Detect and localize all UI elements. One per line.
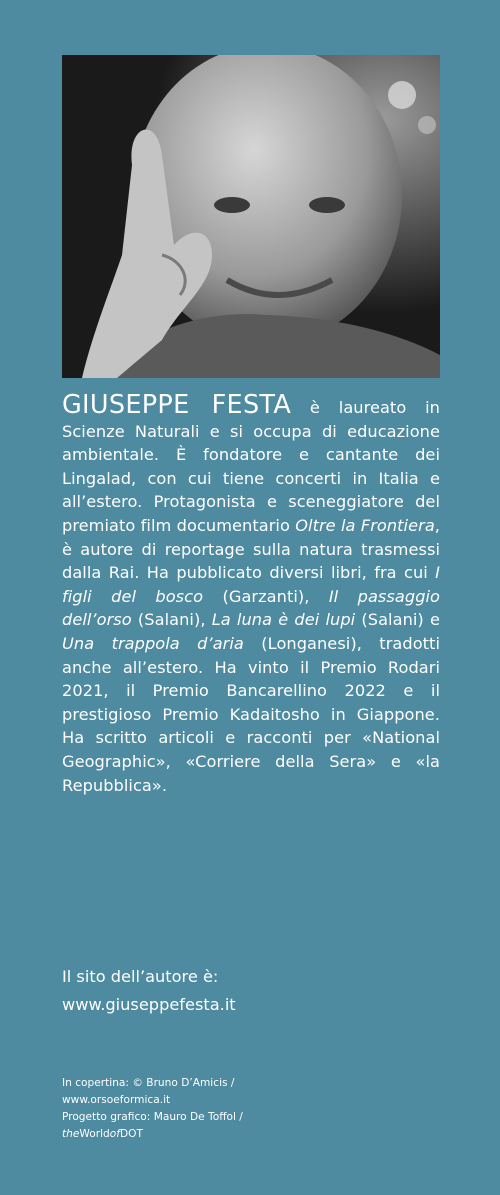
bio-text: (Longanesi), tradotti anche all’estero. Ha vinto il Premio Rodari 2021, il Premio Bancarellino 2022 e il prestigioso Premio Kadaitosho in Giappone. Ha scritto articoli e racconti per «National Geographic», «Corriere della Sera» e «la Repubblica».: [62, 633, 440, 795]
book-title: Una trappola d’aria: [62, 633, 244, 653]
book-title: La luna è dei lupi: [211, 610, 356, 630]
bio-text: è laureato in Scienze Naturali e si occupa di educazione ambientale. È fondatore e cantante dei Lingalad, con cui tiene concerti in Italia e all’estero. Protagonista e sceneggiatore del premiato film documentario: [62, 398, 440, 535]
author-portrait-photo: [62, 55, 440, 378]
bio-text: (Salani),: [131, 610, 212, 630]
author-website-block: [62, 963, 440, 1018]
cover-credit-line: In copertina: © Bruno D’Amicis /: [62, 1077, 235, 1089]
cover-credit-url: www.orsoeformica.it: [62, 1094, 171, 1106]
author-name: GIUSEPPE FESTA: [62, 390, 292, 420]
website-link[interactable]: www.giuseppefesta.it: [62, 994, 236, 1014]
film-title: Oltre la Frontiera: [295, 515, 435, 535]
book-title: I figli del bosco: [62, 563, 440, 606]
credits-block: [62, 1075, 440, 1143]
author-bio: [62, 392, 440, 797]
design-studio: theWorldofDOT: [62, 1128, 143, 1140]
bio-text: (Salani) e: [355, 610, 440, 630]
bio-text: , è autore di reportage sulla natura trasmessi dalla Rai. Ha pubblicato diversi libri, fra cui: [62, 515, 440, 583]
bio-text: (Garzanti),: [203, 586, 329, 606]
design-credit-line: Progetto grafico: Mauro De Toffol /: [62, 1111, 243, 1123]
book-title: Il passaggio dell’orso: [62, 586, 441, 630]
website-label: Il sito dell’autore è:: [62, 967, 219, 986]
